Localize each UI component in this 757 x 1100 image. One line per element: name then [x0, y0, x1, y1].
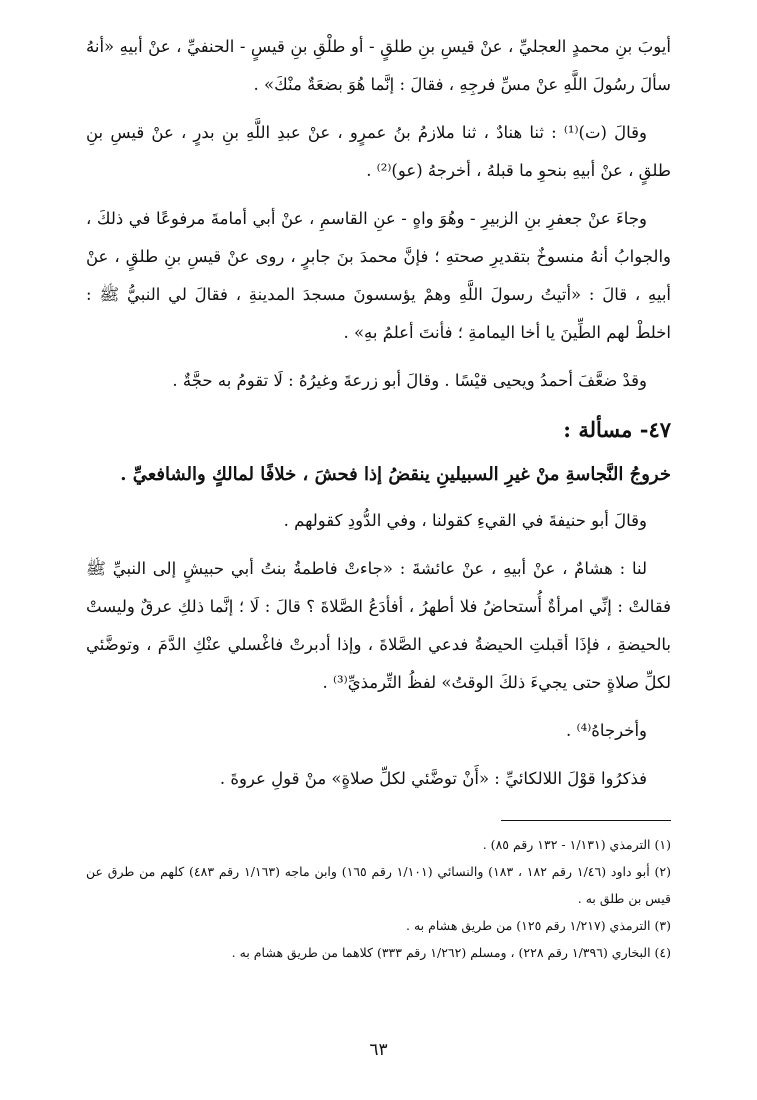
- paragraph-hannad-narration: وقالَ (ت)⁽¹⁾ : ثنا هنادٌ ، ثنا ملازمُ بنُ عمرٍو ، عنْ عبدِ اللَّهِ بنِ بدرٍ ، عنْ قيسِ بنِ طلقٍ ، عنْ أبيهِ بنحوِ ما قبلهُ ، أخرجهُ (عو)⁽²⁾ .: [86, 123, 671, 180]
- paragraph-lalikai: فذكرُوا قوْلَ اللالكائيِّ : «أَنْ توضَّئي لكلِّ صلاةٍ» منْ قولِ عروةَ .: [219, 769, 647, 788]
- body-text-top: [86, 28, 671, 400]
- mas-ala-heading: ٤٧- مسألة :: [563, 417, 671, 442]
- mas-ala-statement: خروجُ النَّجاسةِ منْ غيرِ السبيلينِ ينقضُ إذا فحشَ ، خلافًا لمالكٍ والشافعيِّ .: [120, 464, 671, 485]
- paragraph-abu-hanifa: وقالَ أبو حنيفةَ في القيءِ كقولنا ، وفي الدُّودِ كقولهم .: [283, 511, 647, 530]
- paragraph-akhrajahu: وأخرجاهُ⁽⁴⁾ .: [566, 721, 647, 740]
- footnote-2: (٢) أبو داود (١/٤٦ رقم ١٨٢ ، ١٨٣) والنسائي (١/١٠١ رقم ١٦٥) وابن ماجه (١/١٦٣ رقم ٤٨٣) كلهم من طرق عن قيس بن طلق به .: [86, 864, 671, 906]
- footnote-3: (٣) الترمذي (١/٢١٧ رقم ١٢٥) من طريق هشام به .: [406, 918, 671, 933]
- paragraph-aisha-hadith: لنا : هشامٌ ، عنْ أبيهِ ، عنْ عائشةَ : «جاءتْ فاطمةُ بنتُ أبي حبيشٍ إلى النبيِّ ﷺ فقالتْ : إنِّي امرأةٌ أُستحاضُ فلا أطهرُ ، أفأدَعُ الصَّلاةَ ؟ قالَ : لَا ؛ إنَّما ذلكِ عرقٌ وليستْ بالحيضةِ ، فإذَا أقبلتِ الحيضةُ فدعي الصَّلاةَ ، وإذا أدبرتْ فاغْسلي عنْكِ الدَّمَ ، وتوضَّئي لكلِّ صلاةٍ حتى يجيءَ ذلكَ الوقتُ» لفظُ التِّرمذيِّ⁽³⁾ .: [86, 559, 671, 692]
- footnotes: [86, 831, 671, 966]
- footnote-1: (١) الترمذي (١/١٣١ - ١٣٢ رقم ٨٥) .: [482, 837, 671, 852]
- paragraph-weakness-note: وقدْ ضعَّفَ أحمدُ ويحيى قيْسًا . وقالَ أبو زرعةَ وغيرُهُ : لَا تقومُ به حجَّةٌ .: [172, 371, 647, 390]
- paragraph-isnad-ayyub: أيوبَ بنِ محمدٍ العجليِّ ، عنْ قيسِ بنِ طلقٍ - أو طلْقِ بنِ قيسٍ - الحنفيِّ ، عنْ أبيهِ «أنهُ سألَ رسُولَ اللَّهِ عنْ مسِّ فرجِهِ ، فقالَ : إنَّما هُوَ بضعَةٌ منْكَ» .: [86, 37, 671, 94]
- paragraph-jafar-narration: وجاءَ عنْ جعفرِ بنِ الزبيرِ - وهُوَ واهٍ - عنِ القاسمِ ، عنْ أبي أمامةَ مرفوعًا في ذلكَ ، والجوابُ أنهُ منسوخٌ بتقديرِ صحتهِ ؛ فإنَّ محمدَ بنَ جابرٍ ، روى عنْ قيسِ بنِ طلقٍ ، عنْ أبيهِ ، قالَ : «أتيتُ رسولَ اللَّهِ وهمْ يؤسسونَ مسجدَ المدينةِ ، فقالَ لي النبيُّ ﷺ : اخلطْ لهم الطِّينَ يا أخا اليمامةِ ؛ فأنتَ أعلمُ بهِ» .: [86, 209, 671, 342]
- footnote-separator: [501, 820, 671, 821]
- page-number: ٦٣: [369, 1040, 388, 1060]
- footnote-4: (٤) البخاري (١/٣٩٦ رقم ٢٢٨) ، ومسلم (١/٢٦٢ رقم ٣٣٣) كلاهما من طريق هشام به .: [231, 945, 671, 960]
- body-text-bottom: [86, 502, 671, 798]
